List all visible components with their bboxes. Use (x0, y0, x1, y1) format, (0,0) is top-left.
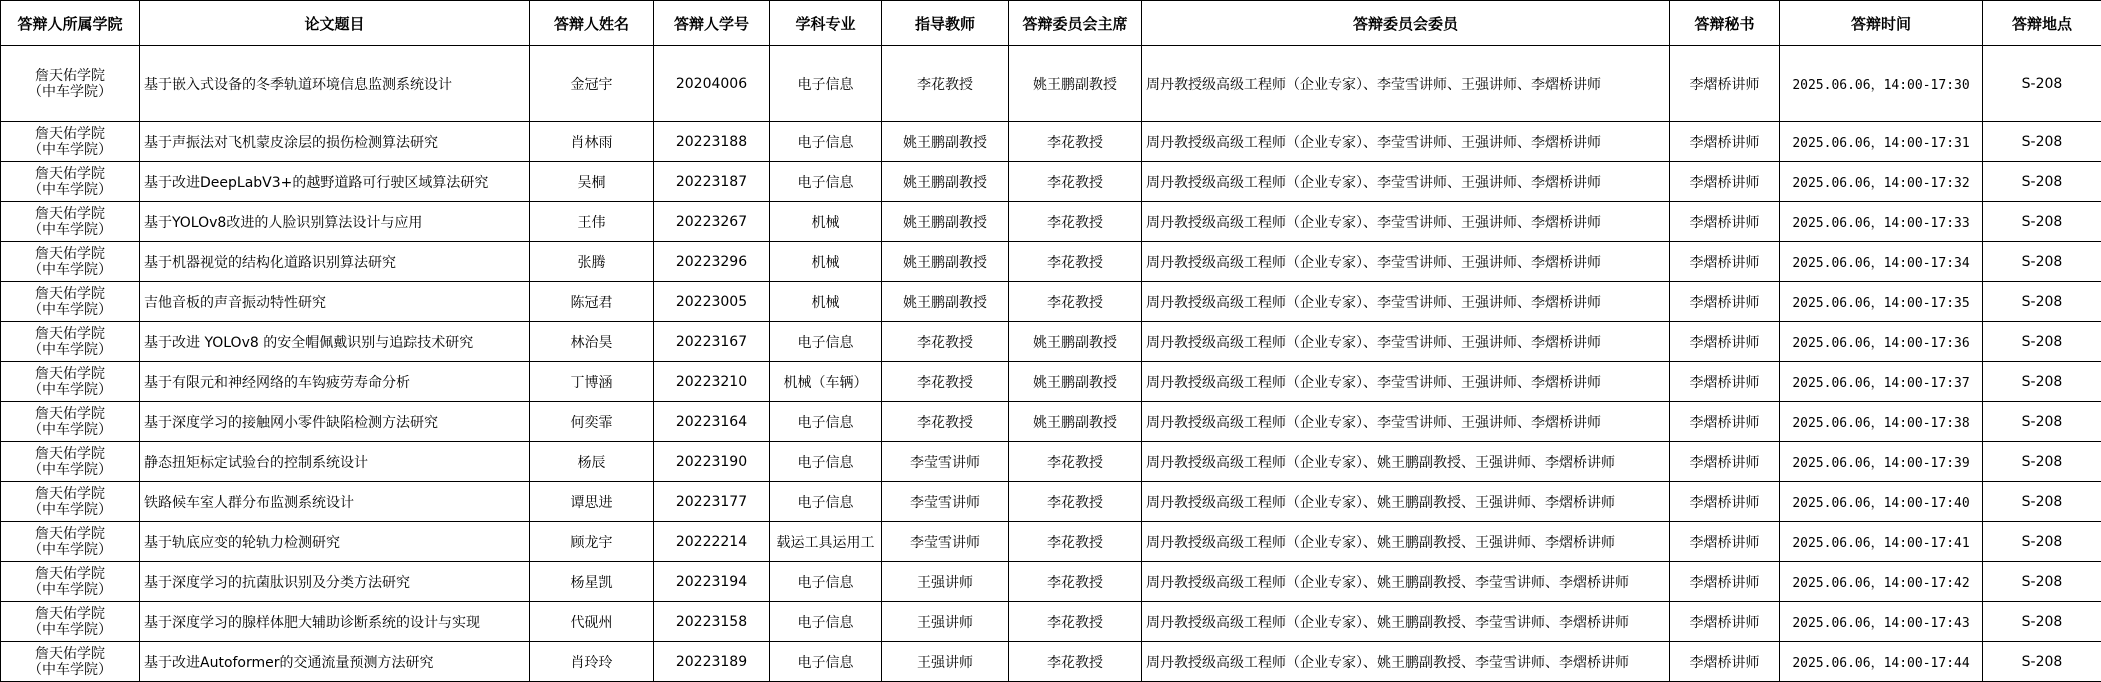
cell-advisor: 李莹雪讲师 (882, 482, 1009, 522)
college-subname: （中车学院） (28, 222, 112, 238)
cell-committee-chair: 姚王鹏副教授 (1009, 46, 1142, 122)
cell-committee-members: 周丹教授级高级工程师（企业专家）、李莹雪讲师、王强讲师、李熠桥讲师 (1142, 322, 1670, 362)
cell-committee-members: 周丹教授级高级工程师（企业专家）、李莹雪讲师、王强讲师、李熠桥讲师 (1142, 46, 1670, 122)
college-subname: （中车学院） (28, 262, 112, 278)
cell-student-name: 吴桐 (530, 162, 654, 202)
cell-committee-members: 周丹教授级高级工程师（企业专家）、李莹雪讲师、王强讲师、李熠桥讲师 (1142, 402, 1670, 442)
college-name: 詹天佑学院 (35, 166, 105, 182)
cell-thesis-title: 基于YOLOv8改进的人脸识别算法设计与应用 (140, 202, 530, 242)
cell-college (1, 602, 140, 642)
cell-college (1, 522, 140, 562)
table-body (1, 46, 2101, 682)
cell-student-name: 杨星凯 (530, 562, 654, 602)
cell-secretary: 李熠桥讲师 (1670, 322, 1780, 362)
cell-secretary: 李熠桥讲师 (1670, 362, 1780, 402)
cell-committee-members: 周丹教授级高级工程师（企业专家）、李莹雪讲师、王强讲师、李熠桥讲师 (1142, 242, 1670, 282)
header-thesis-title: 论文题目 (140, 1, 530, 46)
cell-secretary: 李熠桥讲师 (1670, 162, 1780, 202)
cell-thesis-title: 基于改进DeepLabV3+的越野道路可行驶区域算法研究 (140, 162, 530, 202)
cell-student-id: 20223189 (654, 642, 770, 682)
college-subname: （中车学院） (28, 422, 112, 438)
cell-committee-chair: 姚王鹏副教授 (1009, 402, 1142, 442)
cell-advisor: 李花教授 (882, 362, 1009, 402)
cell-major: 载运工具运用工 (770, 522, 882, 562)
cell-defense-location: S-208 (1983, 122, 2101, 162)
cell-student-name: 王伟 (530, 202, 654, 242)
cell-student-name: 张腾 (530, 242, 654, 282)
cell-student-id: 20223267 (654, 202, 770, 242)
cell-major: 电子信息 (770, 562, 882, 602)
cell-college (1, 442, 140, 482)
cell-student-name: 顾龙宇 (530, 522, 654, 562)
cell-student-id: 20204006 (654, 46, 770, 122)
college-subname: （中车学院） (28, 662, 112, 678)
cell-defense-time: 2025.06.06，14:00-17:39 (1780, 442, 1983, 482)
cell-committee-chair: 李花教授 (1009, 602, 1142, 642)
cell-defense-time: 2025.06.06，14:00-17:37 (1780, 362, 1983, 402)
cell-defense-time: 2025.06.06，14:00-17:42 (1780, 562, 1983, 602)
header-college: 答辩人所属学院 (1, 1, 140, 46)
cell-student-name: 代砚州 (530, 602, 654, 642)
cell-major: 机械 (770, 242, 882, 282)
cell-major: 电子信息 (770, 46, 882, 122)
cell-thesis-title: 基于嵌入式设备的冬季轨道环境信息监测系统设计 (140, 46, 530, 122)
cell-defense-location: S-208 (1983, 562, 2101, 602)
cell-secretary: 李熠桥讲师 (1670, 562, 1780, 602)
cell-college (1, 322, 140, 362)
cell-student-id: 20223188 (654, 122, 770, 162)
college-subname: （中车学院） (28, 582, 112, 598)
cell-secretary: 李熠桥讲师 (1670, 402, 1780, 442)
header-student-name: 答辩人姓名 (530, 1, 654, 46)
cell-advisor: 王强讲师 (882, 602, 1009, 642)
table-row (1, 602, 2101, 642)
college-name: 詹天佑学院 (35, 606, 105, 622)
cell-committee-chair: 李花教授 (1009, 442, 1142, 482)
cell-college (1, 242, 140, 282)
college-name: 詹天佑学院 (35, 326, 105, 342)
cell-student-id: 20223164 (654, 402, 770, 442)
cell-committee-members: 周丹教授级高级工程师（企业专家）、姚王鹏副教授、王强讲师、李熠桥讲师 (1142, 442, 1670, 482)
cell-student-name: 肖玲玲 (530, 642, 654, 682)
table-row (1, 642, 2101, 682)
cell-secretary: 李熠桥讲师 (1670, 522, 1780, 562)
header-committee-chair: 答辩委员会主席 (1009, 1, 1142, 46)
college-name: 詹天佑学院 (35, 206, 105, 222)
cell-committee-chair: 姚王鹏副教授 (1009, 322, 1142, 362)
cell-committee-chair: 李花教授 (1009, 642, 1142, 682)
college-name: 詹天佑学院 (35, 526, 105, 542)
cell-student-name: 丁博涵 (530, 362, 654, 402)
cell-college (1, 402, 140, 442)
cell-committee-chair: 李花教授 (1009, 282, 1142, 322)
cell-thesis-title: 基于改进Autoformer的交通流量预测方法研究 (140, 642, 530, 682)
cell-defense-location: S-208 (1983, 522, 2101, 562)
cell-defense-location: S-208 (1983, 442, 2101, 482)
cell-secretary: 李熠桥讲师 (1670, 46, 1780, 122)
cell-advisor: 李莹雪讲师 (882, 522, 1009, 562)
college-subname: （中车学院） (28, 382, 112, 398)
cell-thesis-title: 静态扭矩标定试验台的控制系统设计 (140, 442, 530, 482)
table-row (1, 242, 2101, 282)
cell-thesis-title: 基于声振法对飞机蒙皮涂层的损伤检测算法研究 (140, 122, 530, 162)
cell-thesis-title: 基于有限元和神经网络的车钩疲劳寿命分析 (140, 362, 530, 402)
cell-major: 电子信息 (770, 602, 882, 642)
college-subname: （中车学院） (28, 84, 112, 100)
cell-committee-members: 周丹教授级高级工程师（企业专家）、李莹雪讲师、王强讲师、李熠桥讲师 (1142, 202, 1670, 242)
table-row (1, 202, 2101, 242)
cell-committee-chair: 李花教授 (1009, 522, 1142, 562)
cell-defense-location: S-208 (1983, 322, 2101, 362)
cell-student-id: 20223187 (654, 162, 770, 202)
cell-student-name: 何奕霏 (530, 402, 654, 442)
cell-defense-location: S-208 (1983, 482, 2101, 522)
table-row (1, 562, 2101, 602)
cell-secretary: 李熠桥讲师 (1670, 482, 1780, 522)
header-secretary: 答辩秘书 (1670, 1, 1780, 46)
college-subname: （中车学院） (28, 342, 112, 358)
cell-secretary: 李熠桥讲师 (1670, 242, 1780, 282)
cell-defense-time: 2025.06.06，14:00-17:30 (1780, 46, 1983, 122)
table-row (1, 482, 2101, 522)
cell-major: 电子信息 (770, 442, 882, 482)
cell-major: 电子信息 (770, 162, 882, 202)
table-row (1, 362, 2101, 402)
college-subname: （中车学院） (28, 182, 112, 198)
header-row (1, 1, 2101, 46)
cell-thesis-title: 基于机器视觉的结构化道路识别算法研究 (140, 242, 530, 282)
cell-advisor: 姚王鹏副教授 (882, 202, 1009, 242)
cell-thesis-title: 基于轨底应变的轮轨力检测研究 (140, 522, 530, 562)
cell-committee-chair: 李花教授 (1009, 122, 1142, 162)
cell-defense-location: S-208 (1983, 602, 2101, 642)
cell-student-id: 20223210 (654, 362, 770, 402)
cell-student-name: 林治昊 (530, 322, 654, 362)
cell-defense-location: S-208 (1983, 162, 2101, 202)
cell-major: 电子信息 (770, 482, 882, 522)
college-name: 詹天佑学院 (35, 646, 105, 662)
college-name: 詹天佑学院 (35, 68, 105, 84)
header-defense-location: 答辩地点 (1983, 1, 2101, 46)
cell-committee-chair: 李花教授 (1009, 202, 1142, 242)
cell-student-id: 20223005 (654, 282, 770, 322)
cell-defense-time: 2025.06.06，14:00-17:34 (1780, 242, 1983, 282)
cell-defense-time: 2025.06.06，14:00-17:31 (1780, 122, 1983, 162)
cell-advisor: 姚王鹏副教授 (882, 282, 1009, 322)
cell-defense-time: 2025.06.06，14:00-17:36 (1780, 322, 1983, 362)
header-student-id: 答辩人学号 (654, 1, 770, 46)
cell-defense-time: 2025.06.06，14:00-17:40 (1780, 482, 1983, 522)
college-name: 詹天佑学院 (35, 126, 105, 142)
header-major: 学科专业 (770, 1, 882, 46)
header-committee-members: 答辩委员会委员 (1142, 1, 1670, 46)
cell-committee-members: 周丹教授级高级工程师（企业专家）、姚王鹏副教授、李莹雪讲师、李熠桥讲师 (1142, 602, 1670, 642)
cell-defense-time: 2025.06.06，14:00-17:41 (1780, 522, 1983, 562)
cell-student-name: 陈冠君 (530, 282, 654, 322)
college-name: 詹天佑学院 (35, 566, 105, 582)
cell-advisor: 李花教授 (882, 402, 1009, 442)
cell-secretary: 李熠桥讲师 (1670, 642, 1780, 682)
cell-college (1, 482, 140, 522)
cell-advisor: 王强讲师 (882, 642, 1009, 682)
cell-college (1, 162, 140, 202)
cell-advisor: 姚王鹏副教授 (882, 162, 1009, 202)
cell-college (1, 362, 140, 402)
cell-defense-time: 2025.06.06，14:00-17:44 (1780, 642, 1983, 682)
cell-defense-location: S-208 (1983, 362, 2101, 402)
cell-major: 电子信息 (770, 642, 882, 682)
cell-student-name: 肖林雨 (530, 122, 654, 162)
cell-college (1, 642, 140, 682)
table-row (1, 162, 2101, 202)
cell-major: 电子信息 (770, 402, 882, 442)
cell-secretary: 李熠桥讲师 (1670, 282, 1780, 322)
cell-secretary: 李熠桥讲师 (1670, 202, 1780, 242)
cell-student-id: 20223296 (654, 242, 770, 282)
college-name: 詹天佑学院 (35, 486, 105, 502)
cell-thesis-title: 基于深度学习的腺样体肥大辅助诊断系统的设计与实现 (140, 602, 530, 642)
table-row (1, 46, 2101, 122)
cell-committee-chair: 李花教授 (1009, 242, 1142, 282)
cell-secretary: 李熠桥讲师 (1670, 602, 1780, 642)
college-subname: （中车学院） (28, 502, 112, 518)
college-name: 詹天佑学院 (35, 406, 105, 422)
table-row (1, 402, 2101, 442)
cell-college (1, 202, 140, 242)
cell-major: 机械 (770, 282, 882, 322)
table-row (1, 322, 2101, 362)
cell-defense-time: 2025.06.06，14:00-17:33 (1780, 202, 1983, 242)
cell-major: 机械（车辆） (770, 362, 882, 402)
cell-college (1, 282, 140, 322)
college-name: 詹天佑学院 (35, 286, 105, 302)
cell-thesis-title: 基于深度学习的接触网小零件缺陷检测方法研究 (140, 402, 530, 442)
cell-advisor: 姚王鹏副教授 (882, 242, 1009, 282)
college-subname: （中车学院） (28, 542, 112, 558)
cell-advisor: 姚王鹏副教授 (882, 122, 1009, 162)
cell-defense-time: 2025.06.06，14:00-17:32 (1780, 162, 1983, 202)
cell-defense-location: S-208 (1983, 202, 2101, 242)
cell-defense-location: S-208 (1983, 642, 2101, 682)
cell-committee-chair: 李花教授 (1009, 162, 1142, 202)
table-row (1, 442, 2101, 482)
cell-committee-members: 周丹教授级高级工程师（企业专家）、李莹雪讲师、王强讲师、李熠桥讲师 (1142, 362, 1670, 402)
cell-thesis-title: 基于深度学习的抗菌肽识别及分类方法研究 (140, 562, 530, 602)
cell-defense-location: S-208 (1983, 282, 2101, 322)
cell-secretary: 李熠桥讲师 (1670, 442, 1780, 482)
cell-student-id: 20223177 (654, 482, 770, 522)
cell-committee-chair: 李花教授 (1009, 482, 1142, 522)
cell-defense-time: 2025.06.06，14:00-17:35 (1780, 282, 1983, 322)
cell-college (1, 562, 140, 602)
cell-college (1, 46, 140, 122)
header-defense-time: 答辩时间 (1780, 1, 1983, 46)
cell-secretary: 李熠桥讲师 (1670, 122, 1780, 162)
cell-committee-chair: 姚王鹏副教授 (1009, 362, 1142, 402)
table-row (1, 282, 2101, 322)
college-name: 詹天佑学院 (35, 246, 105, 262)
cell-committee-members: 周丹教授级高级工程师（企业专家）、李莹雪讲师、王强讲师、李熠桥讲师 (1142, 122, 1670, 162)
college-name: 詹天佑学院 (35, 366, 105, 382)
college-subname: （中车学院） (28, 142, 112, 158)
cell-student-name: 金冠宇 (530, 46, 654, 122)
cell-major: 电子信息 (770, 322, 882, 362)
cell-committee-members: 周丹教授级高级工程师（企业专家）、姚王鹏副教授、王强讲师、李熠桥讲师 (1142, 522, 1670, 562)
cell-student-id: 20223167 (654, 322, 770, 362)
cell-student-id: 20223194 (654, 562, 770, 602)
cell-advisor: 李花教授 (882, 322, 1009, 362)
cell-student-id: 20223190 (654, 442, 770, 482)
cell-thesis-title: 吉他音板的声音振动特性研究 (140, 282, 530, 322)
cell-defense-time: 2025.06.06，14:00-17:43 (1780, 602, 1983, 642)
cell-committee-members: 周丹教授级高级工程师（企业专家）、姚王鹏副教授、王强讲师、李熠桥讲师 (1142, 482, 1670, 522)
cell-student-name: 谭思进 (530, 482, 654, 522)
cell-defense-location: S-208 (1983, 402, 2101, 442)
college-subname: （中车学院） (28, 622, 112, 638)
cell-defense-time: 2025.06.06，14:00-17:38 (1780, 402, 1983, 442)
cell-thesis-title: 基于改进 YOLOv8 的安全帽佩戴识别与追踪技术研究 (140, 322, 530, 362)
cell-advisor: 李花教授 (882, 46, 1009, 122)
cell-defense-location: S-208 (1983, 242, 2101, 282)
cell-college (1, 122, 140, 162)
cell-major: 电子信息 (770, 122, 882, 162)
college-subname: （中车学院） (28, 302, 112, 318)
college-subname: （中车学院） (28, 462, 112, 478)
table-row (1, 522, 2101, 562)
cell-committee-members: 周丹教授级高级工程师（企业专家）、姚王鹏副教授、李莹雪讲师、李熠桥讲师 (1142, 642, 1670, 682)
cell-committee-chair: 李花教授 (1009, 562, 1142, 602)
cell-student-name: 杨辰 (530, 442, 654, 482)
cell-advisor: 李莹雪讲师 (882, 442, 1009, 482)
college-name: 詹天佑学院 (35, 446, 105, 462)
cell-committee-members: 周丹教授级高级工程师（企业专家）、李莹雪讲师、王强讲师、李熠桥讲师 (1142, 282, 1670, 322)
cell-defense-location: S-208 (1983, 46, 2101, 122)
cell-student-id: 20223158 (654, 602, 770, 642)
table-row (1, 122, 2101, 162)
cell-thesis-title: 铁路候车室人群分布监测系统设计 (140, 482, 530, 522)
cell-student-id: 20222214 (654, 522, 770, 562)
cell-committee-members: 周丹教授级高级工程师（企业专家）、姚王鹏副教授、李莹雪讲师、李熠桥讲师 (1142, 562, 1670, 602)
cell-major: 机械 (770, 202, 882, 242)
cell-advisor: 王强讲师 (882, 562, 1009, 602)
header-advisor: 指导教师 (882, 1, 1009, 46)
cell-committee-members: 周丹教授级高级工程师（企业专家）、李莹雪讲师、王强讲师、李熠桥讲师 (1142, 162, 1670, 202)
